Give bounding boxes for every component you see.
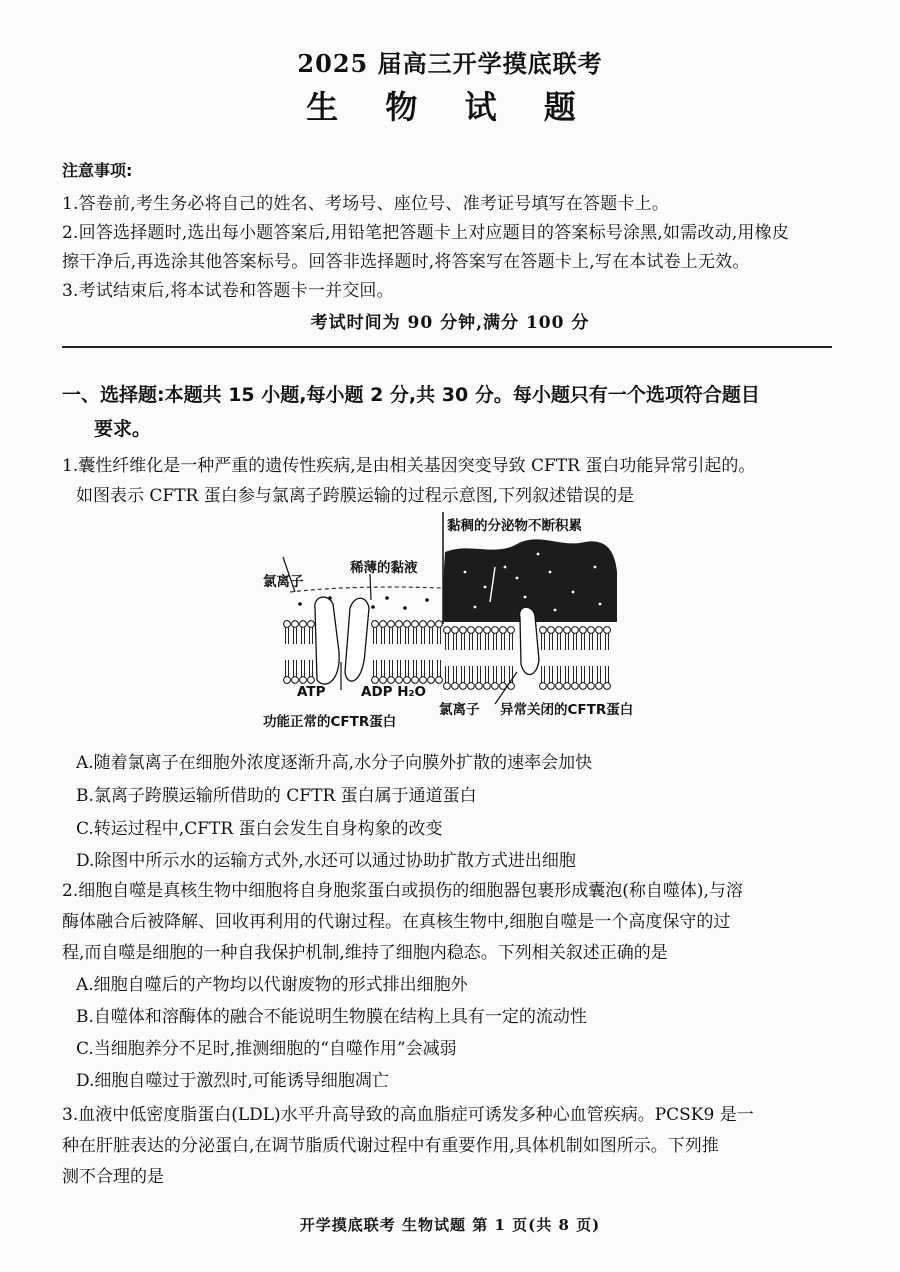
label-chloride-right: 氯离子 bbox=[439, 702, 480, 718]
lipid-head bbox=[476, 627, 483, 634]
lipid-head bbox=[404, 621, 411, 628]
lipid-head bbox=[300, 621, 307, 628]
lipid-head bbox=[388, 677, 395, 684]
label-mucus-accumulation: 黏稠的分泌物不断积累 bbox=[447, 518, 582, 534]
lipid-head bbox=[292, 621, 299, 628]
lipid-head bbox=[604, 627, 611, 634]
lipid-head bbox=[580, 627, 587, 634]
lipid-head bbox=[388, 621, 395, 628]
lipid-head bbox=[508, 627, 515, 634]
lipid-head bbox=[420, 621, 427, 628]
q2-option-c: C.当细胞养分不足时,推测细胞的“自噬作用”会减弱 bbox=[76, 1039, 457, 1059]
label-closed-cftr: 异常关闭的CFTR蛋白 bbox=[500, 702, 634, 718]
lipid-head bbox=[484, 627, 491, 634]
lipid-head bbox=[436, 677, 443, 684]
label-adp-h2o: ADP H₂O bbox=[361, 684, 426, 700]
lipid-head bbox=[492, 627, 499, 634]
cftr-normal-right bbox=[345, 598, 369, 681]
lipid-head bbox=[572, 627, 579, 634]
cftr-figure bbox=[255, 512, 665, 737]
lipid-head bbox=[476, 683, 483, 690]
lipid-head bbox=[460, 683, 467, 690]
q3-stem-line-1: 3.血液中低密度脂蛋白(LDL)水平升高导致的高血脂症可诱发多种心血管疾病。PCSK9 是一 bbox=[62, 1105, 754, 1125]
lipid-head bbox=[420, 677, 427, 684]
q2-stem-line-3: 程,而自噬是细胞的一种自我保护机制,维持了细胞内稳态。下列相关叙述正确的是 bbox=[62, 943, 668, 963]
section-heading: 一、选择题:本题共 15 小题,每小题 2 分,共 30 分。每小题只有一个选项符合题目 bbox=[62, 384, 760, 406]
lipid-head bbox=[412, 621, 419, 628]
lipid-head bbox=[588, 627, 595, 634]
lipid-head bbox=[404, 677, 411, 684]
lipid-head bbox=[572, 683, 579, 690]
lipid-head bbox=[564, 683, 571, 690]
subject-title: 生 物 试 题 bbox=[306, 88, 594, 126]
section-heading-cont: 要求。 bbox=[94, 418, 152, 440]
q1-stem-line-1: 1.囊性纤维化是一种严重的遗传性疾病,是由相关基因突变导致 CFTR 蛋白功能异常引起的。 bbox=[62, 456, 756, 476]
lipid-head bbox=[428, 677, 435, 684]
lipid-head bbox=[444, 683, 451, 690]
q1-option-d: D.除图中所示水的运输方式外,水还可以通过协助扩散方式进出细胞 bbox=[76, 851, 576, 871]
q2-stem-line-2: 酶体融合后被降解、回收再利用的代谢过程。在真核生物中,细胞自噬是一个高度保守的过 bbox=[62, 912, 731, 932]
lipid-head bbox=[292, 677, 299, 684]
lipid-head bbox=[500, 627, 507, 634]
lipid-head bbox=[428, 621, 435, 628]
lipid-head bbox=[412, 677, 419, 684]
q3-stem-line-2: 种在肝脏表达的分泌蛋白,在调节脂质代谢过程中有重要作用,具体机制如图所示。下列推 bbox=[62, 1136, 719, 1156]
mucus-arrow bbox=[370, 574, 371, 600]
lipid-head bbox=[284, 621, 291, 628]
q2-option-b: B.自噬体和溶酶体的融合不能说明生物膜在结构上具有一定的流动性 bbox=[76, 1007, 587, 1027]
lipid-head bbox=[492, 683, 499, 690]
note-line-1: 1.答卷前,考生务必将自己的姓名、考场号、座位号、准考证号填写在答题卡上。 bbox=[62, 194, 670, 214]
q1-option-a: A.随着氯离子在细胞外浓度逐渐升高,水分子向膜外扩散的速率会加快 bbox=[76, 753, 593, 773]
q1-option-b: B.氯离子跨膜运输所借助的 CFTR 蛋白属于通道蛋白 bbox=[76, 786, 477, 806]
lipid-head bbox=[380, 621, 387, 628]
lipid-head bbox=[300, 677, 307, 684]
lipid-head bbox=[308, 677, 315, 684]
q3-stem-line-3: 测不合理的是 bbox=[62, 1167, 164, 1187]
lipid-head bbox=[604, 683, 611, 690]
lipid-head bbox=[468, 627, 475, 634]
lipid-head bbox=[308, 621, 315, 628]
lipid-head bbox=[548, 683, 555, 690]
exam-title: 2025 届高三开学摸底联考 bbox=[297, 49, 603, 78]
lipid-head bbox=[540, 683, 547, 690]
lipid-head bbox=[556, 683, 563, 690]
q2-option-a: A.细胞自噬后的产物均以代谢废物的形式排出细胞外 bbox=[76, 975, 468, 995]
lipid-head bbox=[596, 627, 603, 634]
lipid-head bbox=[484, 683, 491, 690]
lipid-head bbox=[596, 683, 603, 690]
label-thin-mucus: 稀薄的黏液 bbox=[350, 560, 418, 576]
q1-option-c: C.转运过程中,CFTR 蛋白会发生自身构象的改变 bbox=[76, 819, 443, 839]
note-line-2: 2.回答选择题时,选出每小题答案后,用铅笔把答题卡上对应题目的答案标号涂黑,如需改动,用橡皮 bbox=[62, 223, 790, 243]
lipid-head bbox=[452, 627, 459, 634]
lipid-head bbox=[372, 621, 379, 628]
divider bbox=[62, 346, 832, 348]
label-atp: ATP bbox=[297, 684, 326, 700]
lipid-head bbox=[540, 627, 547, 634]
notes-heading: 注意事项: bbox=[62, 161, 133, 180]
page-footer: 开学摸底联考 生物试题 第 1 页(共 8 页) bbox=[299, 1216, 601, 1234]
lipid-head bbox=[468, 683, 475, 690]
note-line-3: 擦干净后,再选涂其他答案标号。回答非选择题时,将答案写在答题卡上,写在本试卷上无效。 bbox=[62, 252, 750, 272]
lipid-head bbox=[556, 627, 563, 634]
lipid-head bbox=[436, 621, 443, 628]
q1-stem-line-2: 如图表示 CFTR 蛋白参与氯离子跨膜运输的过程示意图,下列叙述错误的是 bbox=[76, 486, 635, 506]
lipid-head bbox=[396, 677, 403, 684]
label-chloride-left: 氯离子 bbox=[263, 574, 304, 590]
q2-stem-line-1: 2.细胞自噬是真核生物中细胞将自身胞浆蛋白或损伤的细胞器包裹形成囊泡(称自噬体),与溶 bbox=[62, 881, 743, 901]
lipid-head bbox=[396, 621, 403, 628]
note-line-4: 3.考试结束后,将本试卷和答题卡一并交回。 bbox=[62, 281, 394, 301]
lipid-head bbox=[564, 627, 571, 634]
lipid-head bbox=[380, 677, 387, 684]
lipid-head bbox=[444, 627, 451, 634]
lipid-head bbox=[548, 627, 555, 634]
exam-time-info: 考试时间为 90 分钟,满分 100 分 bbox=[310, 313, 590, 333]
lipid-head bbox=[284, 677, 291, 684]
lipid-head bbox=[460, 627, 467, 634]
lipid-head bbox=[580, 683, 587, 690]
lipid-head bbox=[588, 683, 595, 690]
cftr-normal-left bbox=[315, 597, 339, 684]
thin-mucus-boundary bbox=[290, 587, 443, 592]
lipid-head bbox=[452, 683, 459, 690]
q2-option-d: D.细胞自噬过于激烈时,可能诱导细胞凋亡 bbox=[76, 1071, 389, 1091]
lipid-head bbox=[372, 677, 379, 684]
label-normal-cftr: 功能正常的CFTR蛋白 bbox=[263, 714, 397, 730]
